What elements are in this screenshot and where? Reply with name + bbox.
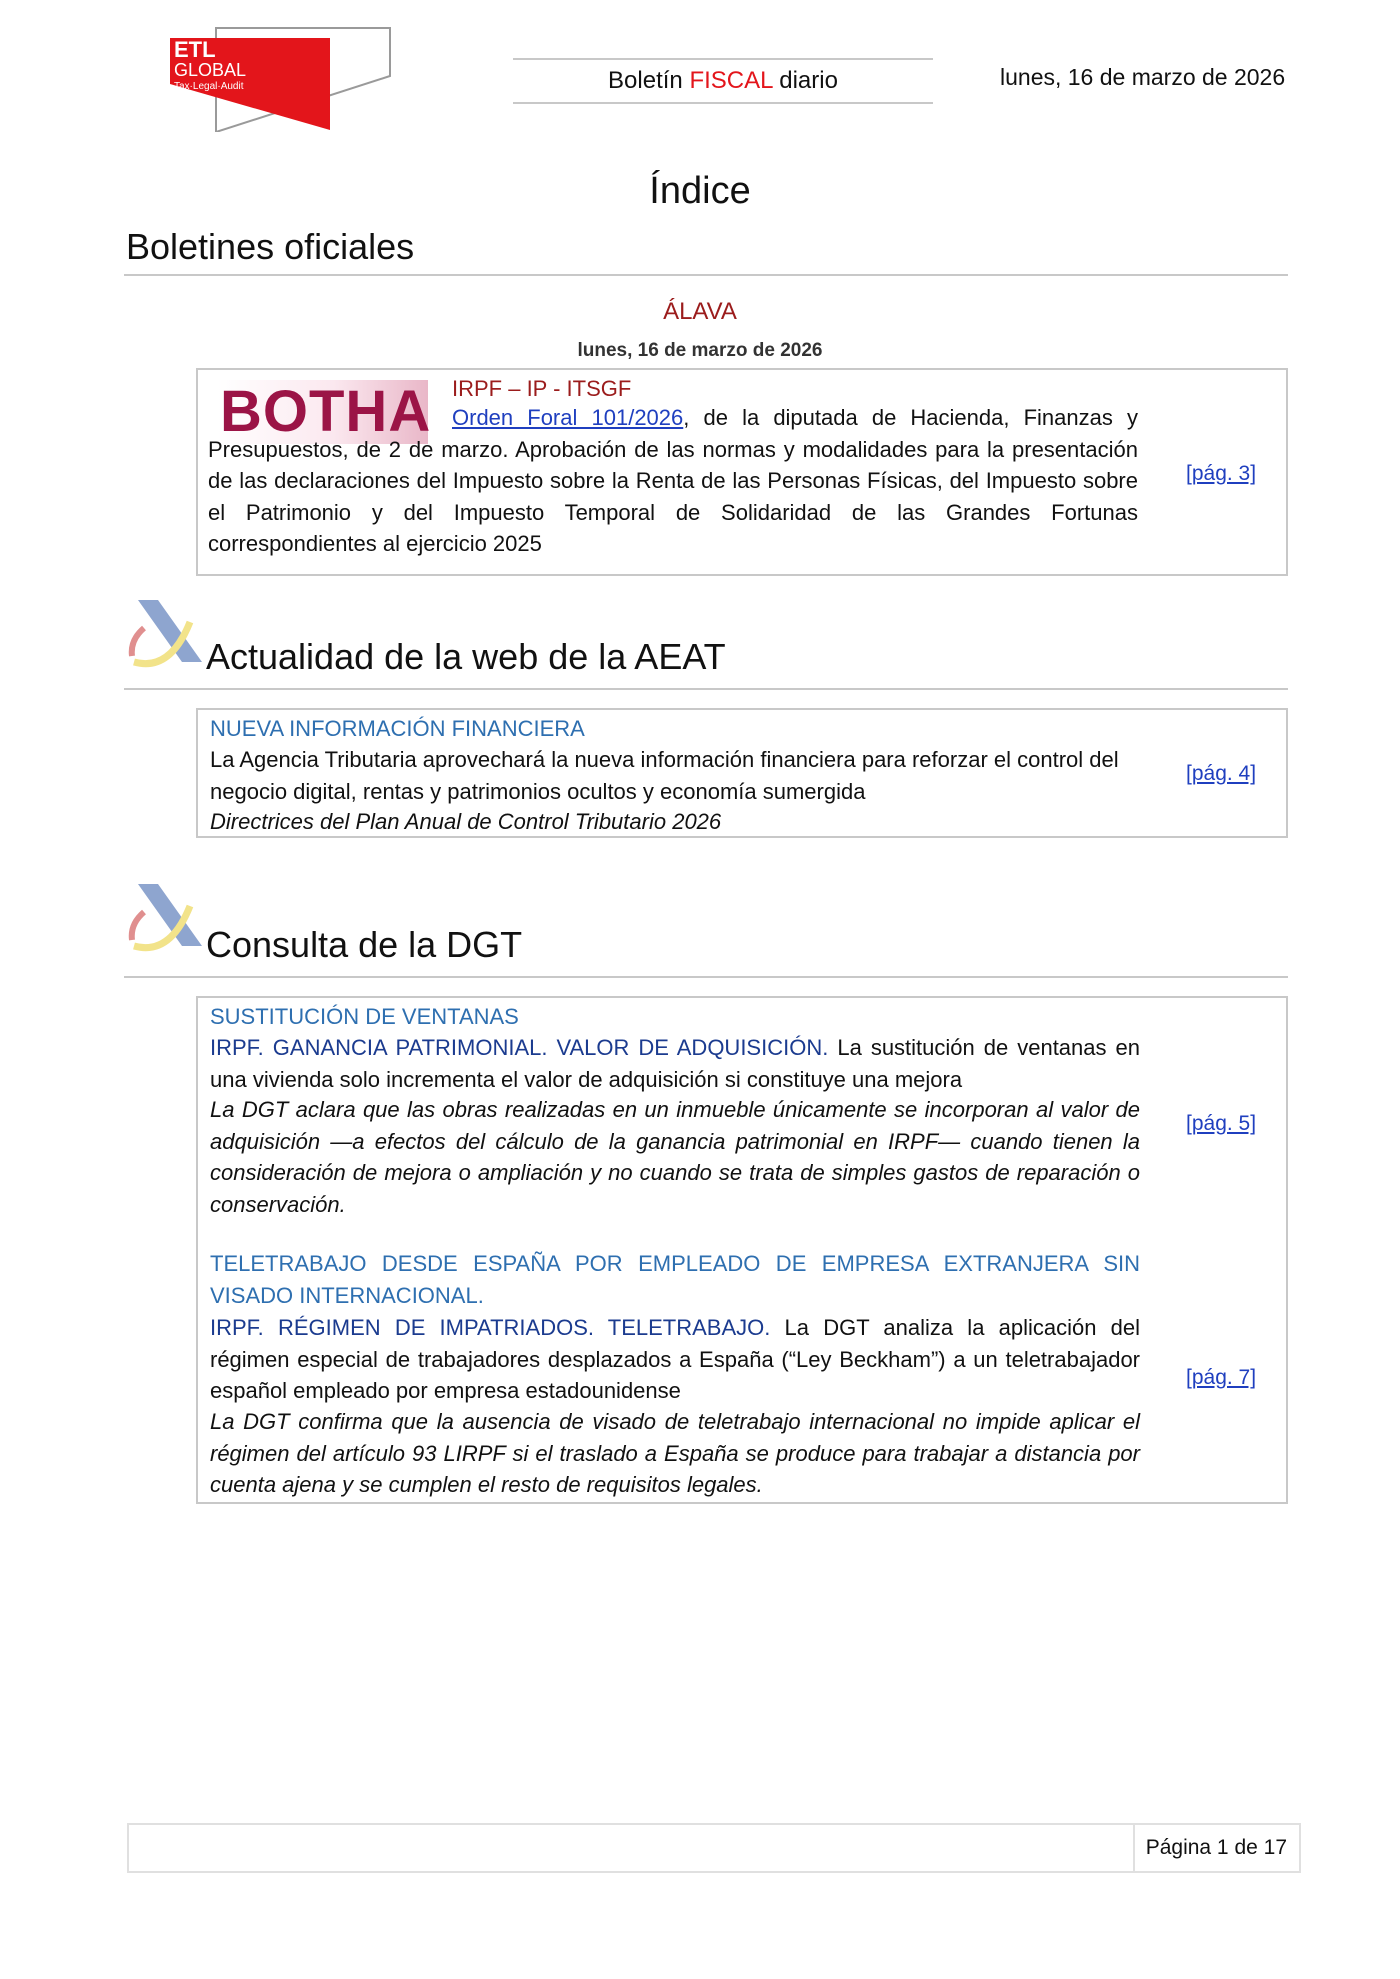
section-title-boletines: Boletines oficiales	[126, 226, 415, 267]
section-divider	[124, 274, 1288, 276]
page-ref-link[interactable]: [pág. 5]	[1186, 1112, 1257, 1135]
entry-bold-lead: IRPF. RÉGIMEN DE IMPATRIADOS. TELETRABAJO.	[210, 1315, 771, 1340]
section-divider	[124, 688, 1288, 690]
entry-description	[210, 1032, 1140, 1095]
index-title: Índice	[649, 170, 751, 212]
entry-heading: SUSTITUCIÓN DE VENTANAS	[210, 1004, 519, 1029]
page-number: Página 1 de 17	[1133, 1825, 1299, 1871]
orden-foral-link[interactable]: Orden Foral 101/2026	[452, 405, 684, 430]
entry-heading: NUEVA INFORMACIÓN FINANCIERA	[210, 716, 585, 741]
page-ref-link[interactable]: [pág. 3]	[1186, 462, 1257, 485]
entry-description	[210, 1312, 1140, 1407]
page-ref-link[interactable]: [pág. 4]	[1186, 762, 1257, 785]
page-ref-link[interactable]: [pág. 7]	[1186, 1366, 1257, 1389]
botha-logo-text: BOTHA	[220, 379, 432, 444]
entry-text: La sustitución de ventanas en una vivienda solo incrementa el valor de adquisición si constituye una mejora	[210, 1035, 1140, 1092]
entry-italic-note: La DGT aclara que las obras realizadas en un inmueble únicamente se incorporan al valor de adquisición —a efectos del cálculo de la ganancia patrimonial en IRPF— cuando tienen la consideración de mejora o ampliación y no cuando se trata de simples gastos de reparación o conservación.	[210, 1097, 1140, 1217]
entry-description-text: , de la diputada de Hacienda, Finanzas y Presupuestos, de 2 de marzo. Aprobación de las normas y modalidades para la presentación de las declaraciones del Impuesto sobre la Renta de las Personas Físicas, del Impuesto sobre el Patrimonio y del Impuesto Temporal de Solidaridad de las Grandes Fortunas correspondientes al ejercicio 2025	[208, 405, 1138, 556]
logo-tagline-text: Tax·Legal·Audit	[174, 81, 244, 92]
bulletin-title-prefix: Boletín	[608, 67, 683, 94]
etl-logo-graphic	[170, 26, 400, 132]
header-date: lunes, 16 de marzo de 2026	[1000, 64, 1286, 90]
entry-bold-lead: IRPF. GANANCIA PATRIMONIAL. VALOR DE ADQUISICIÓN.	[210, 1035, 829, 1060]
entry-heading: TELETRABAJO DESDE ESPAÑA POR EMPLEADO DE EMPRESA EXTRANJERA SIN VISADO INTERNACIONAL.	[210, 1251, 1140, 1308]
section-title-aeat: Actualidad de la web de la AEAT	[206, 636, 726, 677]
aeat-logo-icon	[124, 596, 208, 676]
aeat-entry-box	[196, 708, 1288, 838]
page-footer	[127, 1823, 1301, 1873]
entry-category: IRPF – IP - ITSGF	[452, 376, 632, 401]
bulletin-title-suffix: diario	[779, 67, 838, 94]
botha-entry-box	[196, 368, 1288, 576]
entry-italic-note: Directrices del Plan Anual de Control Tributario 2026	[210, 809, 722, 834]
region-label: ÁLAVA	[663, 298, 737, 325]
entry-italic-note: La DGT confirma que la ausencia de visado de teletrabajo internacional no impide aplicar el régimen del artículo 93 LIRPF si el traslado a España se produce para trabajar a distancia por cuenta ajena y se cumplen el resto de requisitos legales.	[210, 1409, 1140, 1497]
bulletin-title	[513, 58, 933, 104]
section-title-dgt: Consulta de la DGT	[206, 924, 523, 965]
etl-global-logo	[170, 26, 400, 132]
entry-description	[208, 402, 1138, 560]
entry-description: La Agencia Tributaria aprovechará la nueva información financiera para reforzar el control del negocio digital, rentas y patrimonios ocultos y economía sumergida	[210, 747, 1119, 804]
bulletin-title-highlight: FISCAL	[689, 67, 773, 94]
aeat-logo-icon	[124, 880, 208, 960]
logo-etl-text: ETL	[174, 37, 216, 62]
dgt-entries-box	[196, 996, 1288, 1504]
entry-text: La DGT analiza la aplicación del régimen especial de trabajadores desplazados a España (“Ley Beckham”) a un teletrabajador español empleado por empresa estadounidense	[210, 1315, 1140, 1403]
logo-global-text: GLOBAL	[174, 60, 247, 80]
section-divider	[124, 976, 1288, 978]
region-date: lunes, 16 de marzo de 2026	[577, 340, 823, 361]
